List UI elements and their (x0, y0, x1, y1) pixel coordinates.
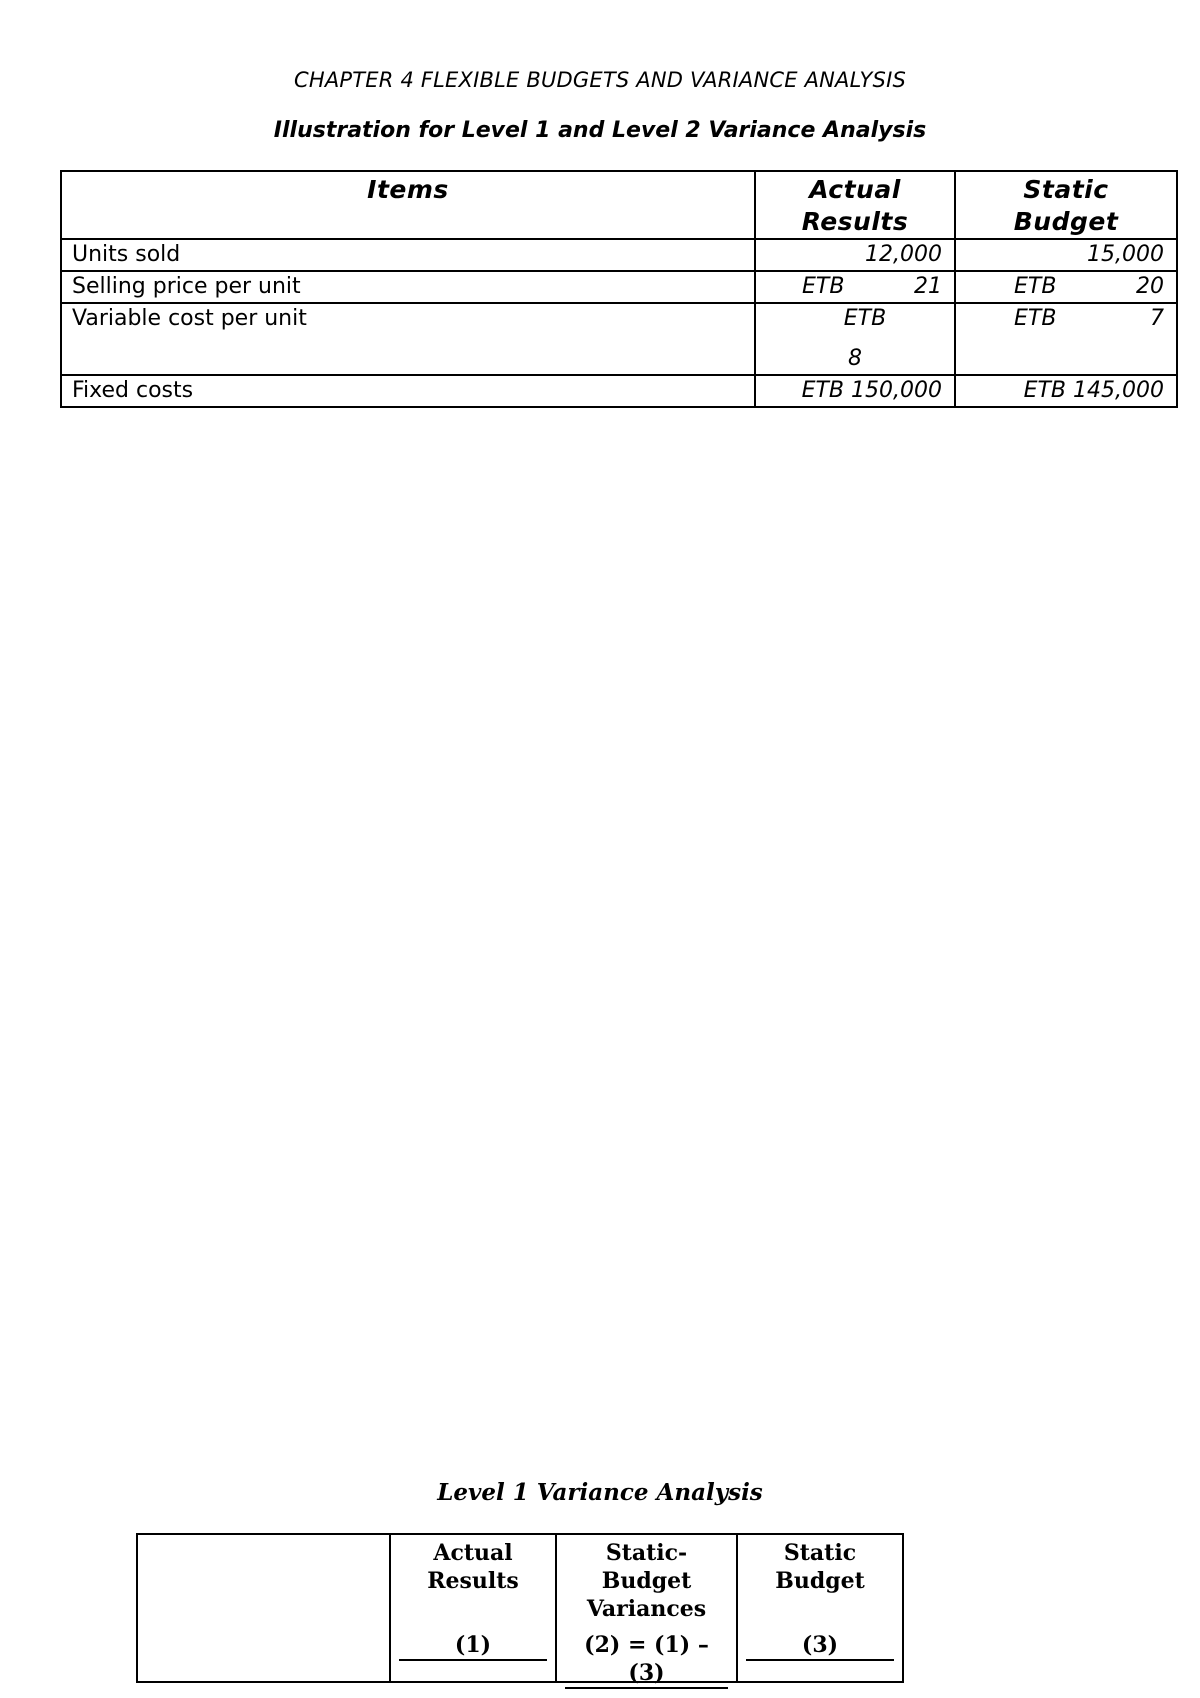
actual-value: 12,000 (755, 239, 955, 271)
level1-header-row (137, 1534, 903, 1682)
chapter-title: CHAPTER 4 FLEXIBLE BUDGETS AND VARIANCE ANALYSIS (294, 68, 906, 92)
currency-label: ETB (802, 274, 845, 299)
header-static-budget: Static Budget (3) (737, 1534, 903, 1682)
row-label: Fixed costs (61, 375, 755, 407)
illustration-title: Illustration for Level 1 and Level 2 Variance Analysis (273, 118, 927, 143)
static-value (955, 271, 1177, 303)
actual-value: ETB 150,000 (755, 375, 955, 407)
header-items: Items (61, 171, 755, 239)
column-formula: (2) = (1) – (3) (565, 1631, 728, 1689)
column-number: (1) (399, 1631, 547, 1661)
table-row (61, 303, 1177, 375)
row-label: Units sold (61, 239, 755, 271)
level1-table (136, 1533, 904, 1686)
currency-label: ETB (1014, 306, 1057, 331)
level1-title: Level 1 Variance Analysis (437, 1479, 763, 1506)
table-header-row (61, 171, 1177, 239)
table-row (61, 239, 1177, 271)
empty-header-cell (137, 1534, 390, 1682)
row-label: Variable cost per unit (61, 303, 755, 375)
header-static-budget: Static Budget (955, 171, 1177, 239)
row-label: Selling price per unit (61, 271, 755, 303)
header-actual-results: Actual Results (755, 171, 955, 239)
currency-label: ETB (843, 306, 887, 331)
amount: 8 (848, 346, 862, 371)
currency-label: ETB (1014, 274, 1057, 299)
amount: 20 (1136, 274, 1164, 299)
amount: 21 (914, 274, 942, 299)
header-actual-results: Actual Results (1) (390, 1534, 556, 1682)
table-row (61, 271, 1177, 303)
static-value: 15,000 (955, 239, 1177, 271)
static-value: ETB 145,000 (955, 375, 1177, 407)
table-row (61, 375, 1177, 407)
actual-value (755, 271, 955, 303)
header-static-budget-variances: Static- Budget Variances (2) = (1) – (3) (556, 1534, 737, 1682)
column-number: (3) (746, 1631, 894, 1661)
data-table (60, 170, 1178, 408)
static-value (955, 303, 1177, 375)
actual-value (755, 303, 955, 375)
amount: 7 (1150, 306, 1164, 331)
